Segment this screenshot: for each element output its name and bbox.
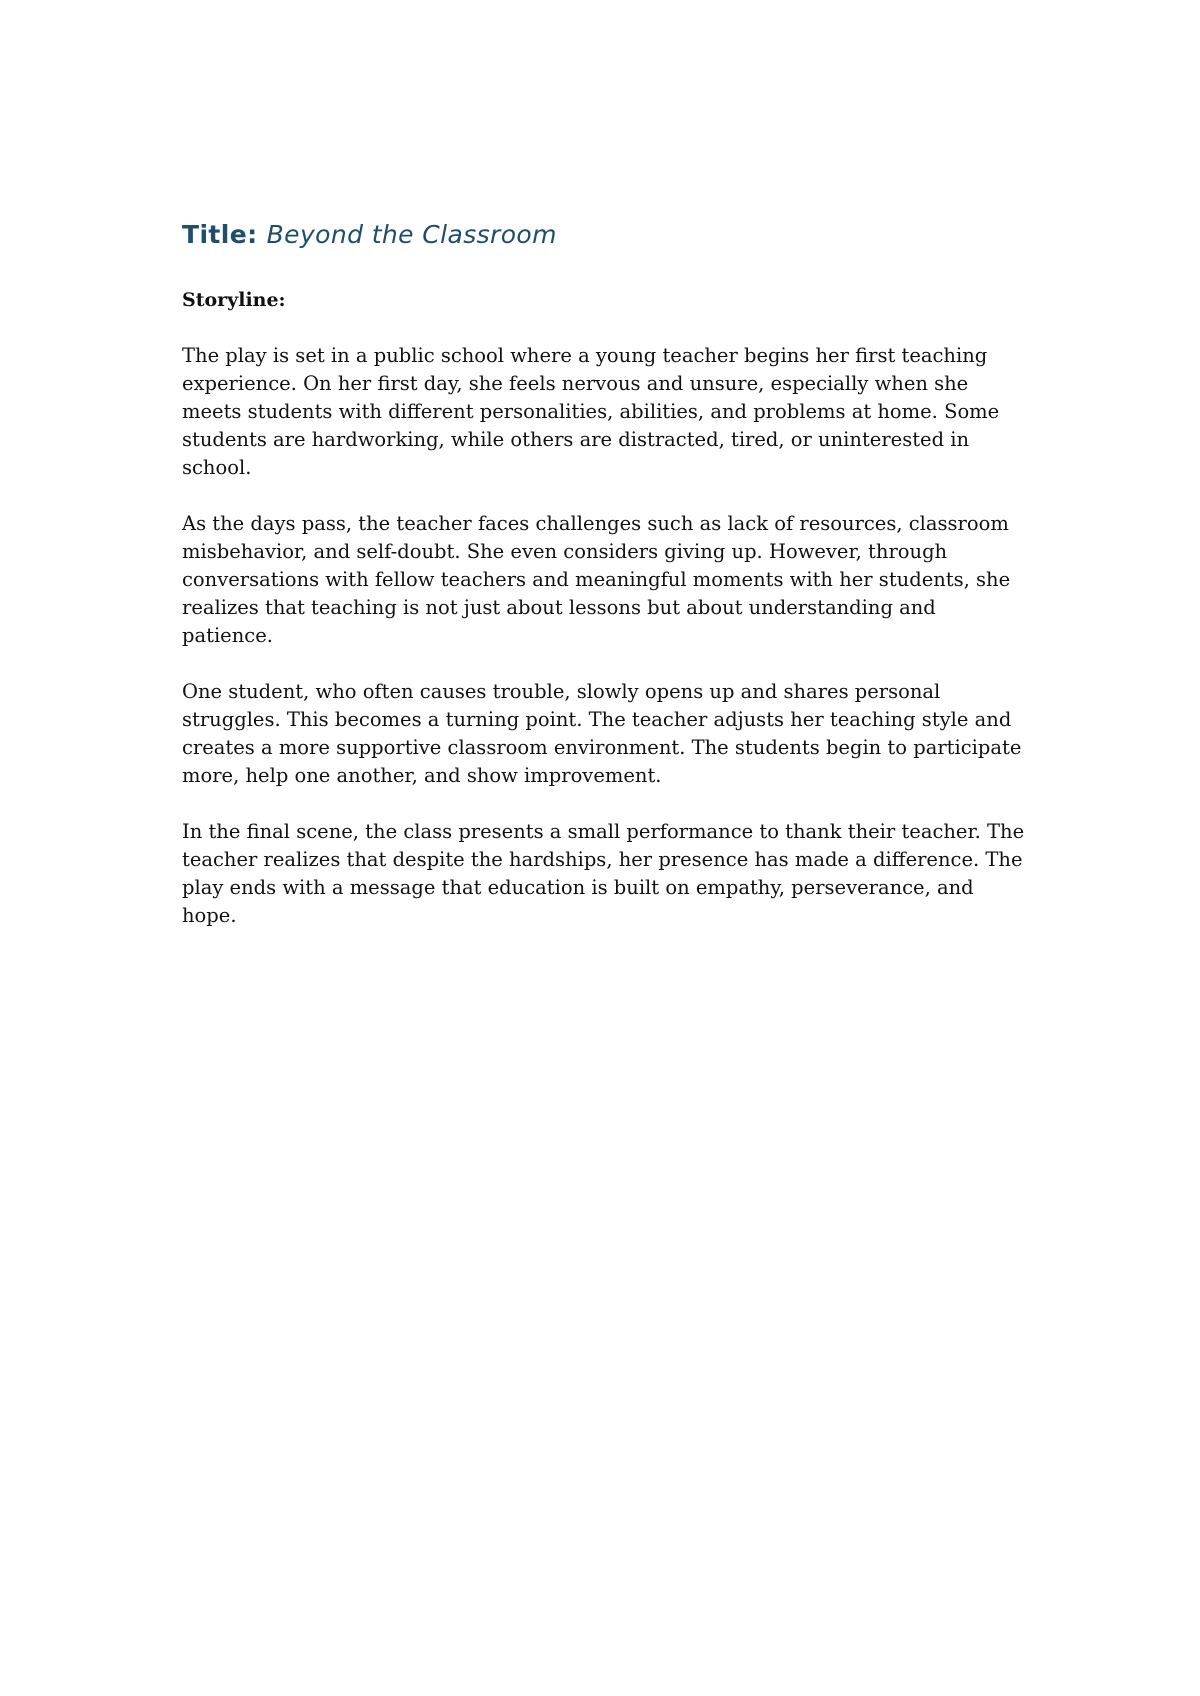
storyline-heading: Storyline: [182,289,286,311]
title-label: Title: [182,220,258,249]
title-text: Beyond the Classroom [266,220,557,249]
storyline-paragraph-4: In the final scene, the class presents a small performance to thank their teacher. The teacher realizes that despite the hardships, her presence has made a difference. The play ends with a message that education is built on empathy, perseverance, and hope. [182,820,1025,927]
storyline-paragraph-1: The play is set in a public school where a young teacher begins her first teaching experience. On her first day, she feels nervous and unsure, especially when she meets students with different personalities, abilities, and problems at home. Some students are hardworking, while others are distracted, tired, or uninterested in school. [182,344,1000,479]
storyline-paragraph-2: As the days pass, the teacher faces challenges such as lack of resources, classroom misbehavior, and self-doubt. She even considers giving up. However, through conversations with fellow teachers and meaningful moments with her students, she realizes that teaching is not just about lessons but about understanding and patience. [182,512,1011,647]
document-title [182,218,1022,252]
document-content [182,218,1025,930]
storyline-paragraph-3: One student, who often causes trouble, slowly opens up and shares personal struggles. This becomes a turning point. The teacher adjusts her teaching style and creates a more supportive classroom environment. The students begin to participate more, help one another, and show improvement. [182,680,1022,787]
